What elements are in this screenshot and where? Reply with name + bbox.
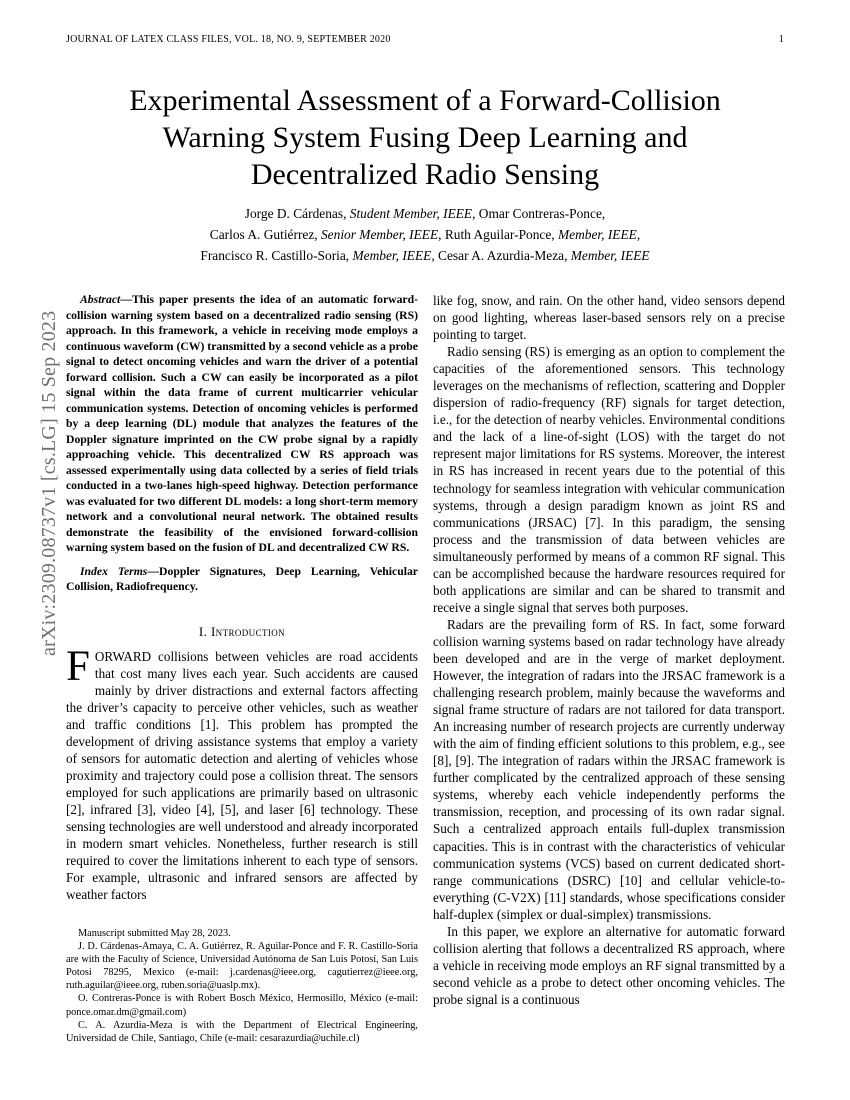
- author-name: , Cesar A. Azurdia-Meza,: [431, 248, 571, 263]
- paragraph-radars: Radars are the prevailing form of RS. In fact, some forward collision warning systems based on radar technology have already been developed and are in the verge of market deployment. However, the integration of radars into the JRSAC framework is a challenging research problem, mainly because the waveforms and signal frame structure of radars are not tailored for data transport. An increasing number of research projects are currently underway with the aim of finding efficient solutions to this problem, e.g., see [8], [9]. The integration of radars within the JRSAC framework is further complicated by the centralized approach of these sensing systems, whereby each vehicle independently performs the transmission, reception, and processing of its own radar signal. Such a centralized approach entails full-duplex transmission capacities. This is in contrast with the characteristics of vehicular communication systems (VCS) based on current dedicated short-range communications (DSRC) [10] and cellular vehicle-to-everything (C-V2X) [11] standards, whose specifications consider half-duplex (simplex or dual-simplex) transmissions.: [433, 616, 785, 922]
- section-heading: [66, 623, 418, 640]
- section-title: Introduction: [210, 623, 286, 639]
- author-name: Carlos A. Gutiérrez,: [209, 227, 321, 242]
- footnote: O. Contreras-Ponce is with Robert Bosch México, Hermosillo, México (e-mail: ponce.omar.dm@gmail.com): [66, 993, 418, 1018]
- paragraph-text: collisions between vehicles are road accidents that cost many lives each year. Such accidents are caused mainly by driver distractions and external factors affecting the driver’s capacity to perceive other vehicles, such as weather and traffic conditions [1]. This problem has prompted the development of driving assistance systems that employ a variety of sensors for automatic detection and alerting of vehicles whose proximity and trajectory could pose a collision threat. The sensors employed for such applications are primarily based on ultrasonic [2], infrared [3], video [4], [5], and laser [6] technology. These sensing technologies are well understood and already incorporated in modern smart vehicles. Nonetheless, further research is still required to cover the limitations inherent to each type of sensors. For example, ultrasonic and infrared sensors are affected by weather factors: [66, 648, 418, 903]
- author-line: [66, 245, 784, 266]
- abstract-label: Abstract: [80, 293, 121, 306]
- intro-paragraph: [66, 642, 418, 904]
- index-terms: [66, 564, 418, 595]
- footnote: Manuscript submitted May 28, 2023.: [78, 928, 231, 939]
- index-terms-text: —Doppler Signatures, Deep Learning, Vehicular Collision, Radiofrequency.: [66, 564, 418, 593]
- author-membership: Member, IEEE: [570, 248, 650, 263]
- footnote: J. D. Cárdenas-Amaya, C. A. Gutiérrez, R. Aguilar-Ponce and F. R. Castillo-Soria are with the Faculty of Science, Universidad Autónoma de San Luis Potosí, San Luis Potosi 78295, Mexico (e-mail: j.cardenas@ieee.org, cagutierrez@ieee.org, ruth.aguilar@ieee.org, ruben.soria@uaslp.mx).: [66, 941, 418, 992]
- author-line: [66, 203, 784, 224]
- author-list: [66, 203, 784, 266]
- author-separator: ,: [636, 227, 641, 242]
- author-name: , Omar Contreras-Ponce,: [472, 206, 606, 221]
- paragraph-continuation: like fog, snow, and rain. On the other hand, video sensors depend on good lighting, whereas laser-based sensors rely on a precise pointing to target.: [433, 293, 785, 343]
- abstract: [66, 292, 418, 556]
- title-line: Warning System Fusing Deep Learning and: [162, 121, 688, 154]
- right-column: [433, 292, 785, 1008]
- paragraph-radio-sensing: Radio sensing (RS) is emerging as an option to complement the capacities of the aforementioned sensors. This technology leverages on the mechanisms of reflection, scattering and Doppler dispersion of radio-frequency (RF) signals for target detection, i.e., for the detection of nearby vehicles. Environmental conditions and the lack of a line-of-sight (LOS) with the target do not represent major limitations for RS systems. Moreover, the interest in RS has increased in recent years due to the potential of this technology for seamless integration with vehicular communication systems, through a design paradigm known as joint RS and communications (JRSAC) [7]. In this paradigm, the sensing process and the transmission of data between vehicles are simultaneously performed by means of a common RF signal. This can be accomplished because the hardware resources required for both applications are similar and can be shared to transmit and receive a single signal that serves both purposes.: [433, 344, 785, 615]
- drop-cap: F: [66, 642, 90, 690]
- footnote: C. A. Azurdia-Meza is with the Department of Electrical Engineering, Universidad de Chile, Santiago, Chile (e-mail: cesarazurdia@uchile.cl): [66, 1019, 418, 1044]
- author-name: , Ruth Aguilar-Ponce,: [438, 227, 558, 242]
- footnotes: [66, 927, 418, 1045]
- paper-title: [66, 82, 784, 193]
- arxiv-identifier: arXiv:2309.08737v1 [cs.LG] 15 Sep 2023: [38, 310, 60, 656]
- running-header: [66, 34, 784, 48]
- author-line: [66, 224, 784, 245]
- lead-word: ORWARD: [94, 648, 152, 664]
- title-line: Decentralized Radio Sensing: [250, 158, 600, 191]
- author-membership: Senior Member, IEEE: [320, 227, 439, 242]
- author-name: Jorge D. Cárdenas,: [244, 206, 350, 221]
- author-membership: Member, IEEE: [352, 248, 432, 263]
- journal-header: JOURNAL OF LATEX CLASS FILES, VOL. 18, NO. 9, SEPTEMBER 2020: [66, 34, 391, 45]
- section-number: I.: [198, 623, 211, 639]
- author-name: Francisco R. Castillo-Soria,: [200, 248, 353, 263]
- author-membership: Member, IEEE: [558, 227, 637, 242]
- left-column: [66, 292, 418, 903]
- abstract-text: —This paper presents the idea of an automatic forward-collision warning system based on a decentralized radio sensing (RS) approach. In this framework, a vehicle in receiving mode employs a continuous waveform (CW) transmitted by a second vehicle as a probe signal to detect oncoming vehicles and warn the driver of a potential forward collision. Such a CW can easily be incorporated as a pilot signal within the data frame of current multicarrier vehicular communication systems. Detection of oncoming vehicles is performed by a deep learning (DL) module that analyzes the features of the Doppler signature imprinted on the CW probe signal by a rapidly approaching vehicle. This decentralized CW RS approach was assessed experimentally using data collected by a series of field trials conducted in a two-lanes high-speed highway. Detection performance was evaluated for two different DL models: a long short-term memory network and a convolutional neural network. The obtained results demonstrate the feasibility of the envisioned forward-collision warning system based on the fusion of DL and decentralized CW RS.: [66, 293, 418, 554]
- index-terms-label: Index Terms: [80, 564, 148, 578]
- paragraph-this-paper: In this paper, we explore an alternative for automatic forward collision alerting that follows a decentralized RS approach, where a vehicle in receiving mode employs an RF signal transmitted by a second vehicle as a probe to detect other oncoming vehicles. The probe signal is a continuous: [433, 923, 785, 1007]
- page-number: 1: [778, 34, 784, 45]
- author-membership: Student Member, IEEE: [349, 206, 473, 221]
- title-line: Experimental Assessment of a Forward-Collision: [129, 84, 721, 117]
